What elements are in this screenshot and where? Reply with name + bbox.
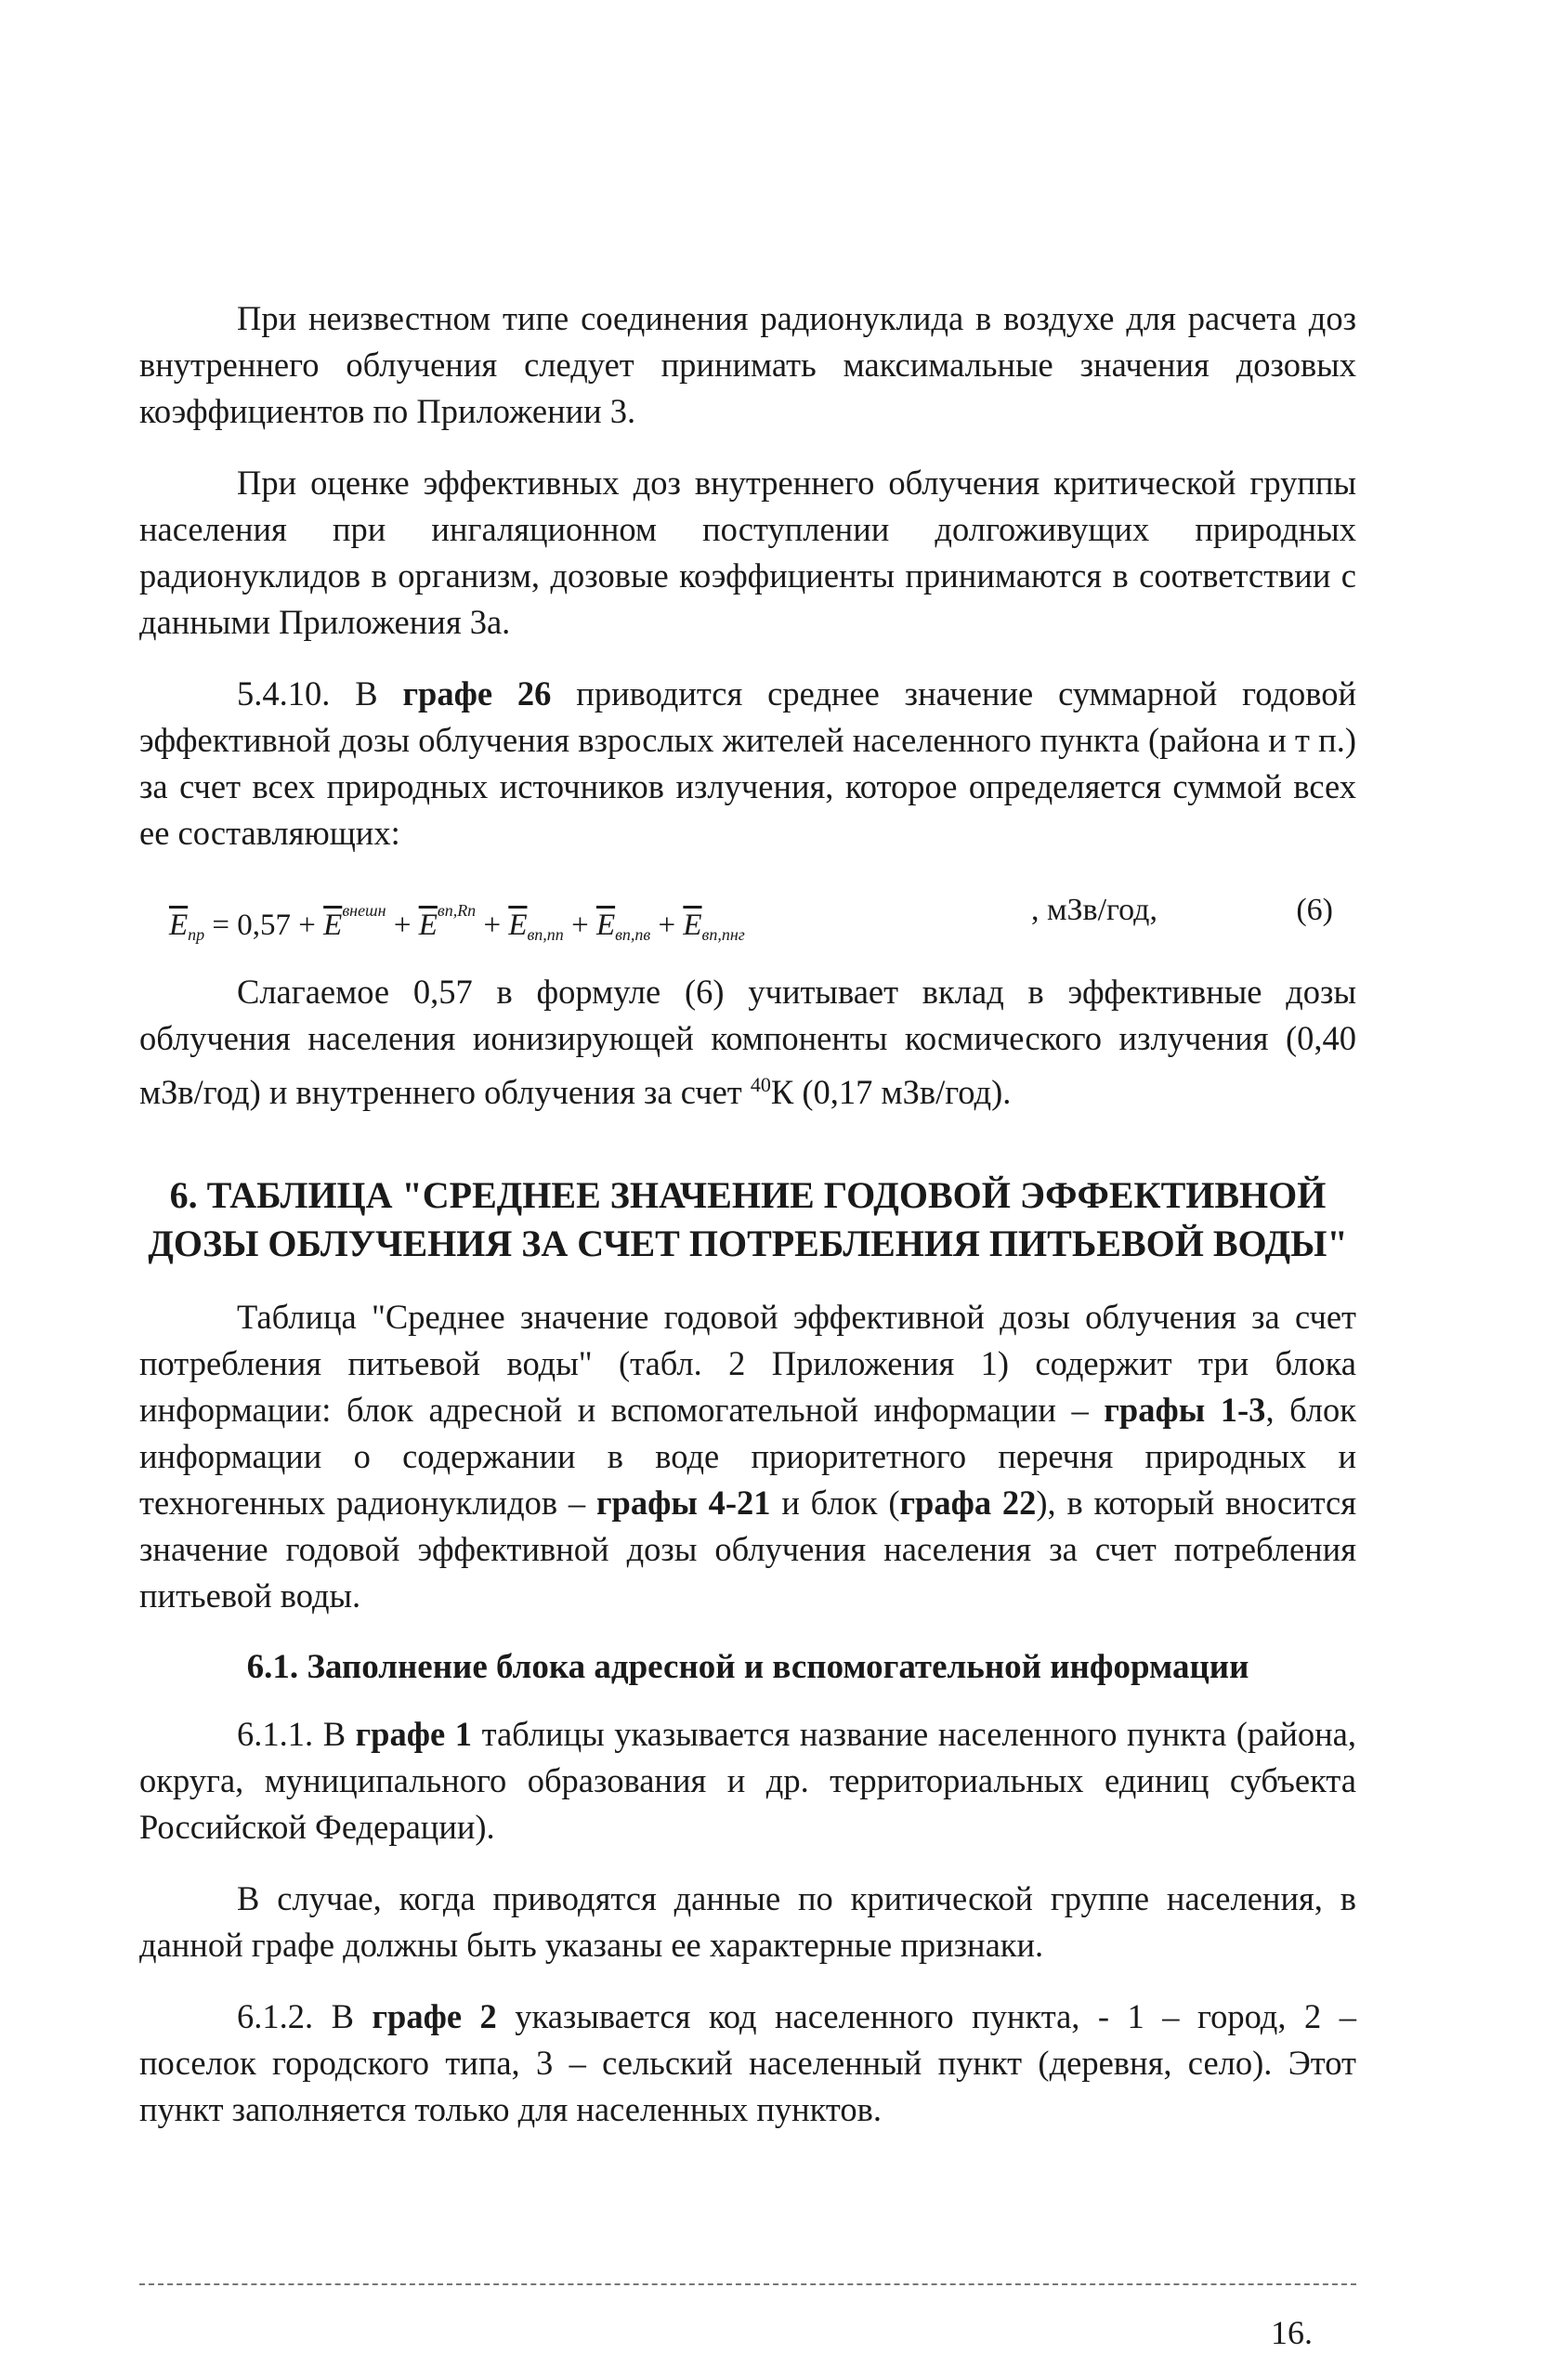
heading-line-2: ДОЗЫ ОБЛУЧЕНИЯ ЗА СЧЕТ ПОТРЕБЛЕНИЯ ПИТЬЕВОЙ ВОДЫ" xyxy=(148,1223,1348,1265)
formula-sup-external: внешн xyxy=(342,901,386,920)
section-heading-6 xyxy=(139,1171,1356,1268)
para-prefix: 6.1.2. В xyxy=(237,1997,373,2036)
column-reference: графе 2 xyxy=(372,1997,497,2036)
formula-eq: = 0,57 + xyxy=(204,909,324,942)
formula-e-food: $\overline{E}$ xyxy=(508,909,528,942)
footer-divider xyxy=(139,2283,1356,2285)
formula-unit: , мЗв/год, xyxy=(1031,893,1157,927)
paragraph-6-1-2 xyxy=(139,1994,1356,2133)
paragraph-inhalation-unknown-type: При неизвестном типе соединения радионуклида в воздухе для расчета доз внутреннего облучения следует принимать максимальные значения дозовых коэффициентов по Приложении 3. xyxy=(139,299,1356,430)
para-text: К (0,17 мЗв/год). xyxy=(770,1073,1012,1112)
para-text: указывается код населенного пункта, - 1 – город, 2 – поселок городского типа, 3 – сельский населенный пункт (деревня, село). Этот пункт заполняется только для населенных пунктов. xyxy=(139,1997,1356,2129)
para-text: Слагаемое 0,57 в формуле (6) учитывает вклад в эффективные дозы облучения населения ионизирующей компоненты космического излучения (0,40 мЗв/год) и внутреннего облучения за счет xyxy=(139,973,1356,1112)
formula-sub-gas: вп,пнг xyxy=(701,925,745,944)
formula-plus: + xyxy=(650,909,684,942)
formula-sub-water: вп,пв xyxy=(615,925,651,944)
paragraph-table-description xyxy=(139,1294,1356,1619)
page-content xyxy=(139,295,1356,2158)
column-reference: графе 1 xyxy=(355,1715,473,1754)
column-reference: графа 22 xyxy=(899,1484,1037,1523)
formula-plus: + xyxy=(476,909,509,942)
formula-number: (6) xyxy=(1296,893,1333,927)
heading-line-1: 6. ТАБЛИЦА "СРЕДНЕЕ ЗНАЧЕНИЕ ГОДОВОЙ ЭФФЕКТИВНОЙ xyxy=(169,1174,1327,1217)
isotope-mass-number: 40 xyxy=(750,1073,771,1096)
formula-plus: + xyxy=(563,909,596,942)
para-text: , блок информации о содержании в воде приоритетного перечня природных и техногенных радионуклидов – xyxy=(139,1391,1356,1523)
para-prefix: 6.1.1. В xyxy=(237,1715,356,1754)
formula-plus: + xyxy=(386,909,419,942)
para-prefix: 5.4.10. В xyxy=(237,674,403,713)
paragraph-constant-0-57 xyxy=(139,969,1356,1116)
paragraph-5-4-10 xyxy=(139,671,1356,857)
column-reference: графе 26 xyxy=(402,674,552,713)
page-number: 16. xyxy=(1271,2314,1313,2351)
formula-sup-rn: вп,Rn xyxy=(437,901,477,920)
para-text: приводится среднее значение суммарной годовой эффективной дозы облучения взрослых жителей населенного пункта (района и т п.) за счет всех природных источников излучения, которое определяется суммой всех ее составляющих: xyxy=(139,674,1356,852)
column-reference: графы 1-3 xyxy=(1104,1391,1266,1430)
column-reference: графы 4-21 xyxy=(595,1484,771,1523)
paragraph-critical-group: При оценке эффективных доз внутреннего облучения критической группы населения при ингаляционном поступлении долгоживущих природных радионуклидов в организм, дозовые коэффициенты принимаются в соответствии с данными Приложения 3а. xyxy=(139,464,1356,641)
formula-6 xyxy=(139,882,1356,947)
para-text: ), в который вносится значение годовой эффективной дозы облучения населения за счет потребления питьевой воды. xyxy=(139,1484,1357,1615)
formula-expression xyxy=(169,887,745,958)
para-text: и блок ( xyxy=(770,1484,900,1523)
paragraph-6-1-1 xyxy=(139,1711,1356,1850)
formula-sub-food: вп,пп xyxy=(527,925,564,944)
formula-e-water: $\overline{E}$ xyxy=(595,909,616,942)
paragraph-critical-group-case: В случае, когда приводятся данные по критической группе населения, в данной графе должны быть указаны ее характерные признаки. xyxy=(139,1879,1356,1965)
para-text: Таблица "Среднее значение годовой эффективной дозы облучения за счет потребления питьевой воды" (табл. 2 Приложения 1) содержит три блока информации: блок адресной и вспомогательной информации – xyxy=(139,1298,1356,1430)
formula-e-gas: $\overline{E}$ xyxy=(683,909,702,942)
formula-e-external: $\overline{E}$ xyxy=(323,909,343,942)
formula-e-total: $\overline{E}$ xyxy=(169,909,189,942)
formula-sub-np: пр xyxy=(188,925,205,944)
subsection-heading-6-1: 6.1. Заполнение блока адресной и вспомогательной информации xyxy=(246,1648,1249,1687)
para-text: таблицы указывается название населенного пункта (района, округа, муниципального образования и др. территориальных единиц субъекта Российской Федерации). xyxy=(139,1715,1356,1847)
formula-e-rn: $\overline{E}$ xyxy=(418,909,438,942)
